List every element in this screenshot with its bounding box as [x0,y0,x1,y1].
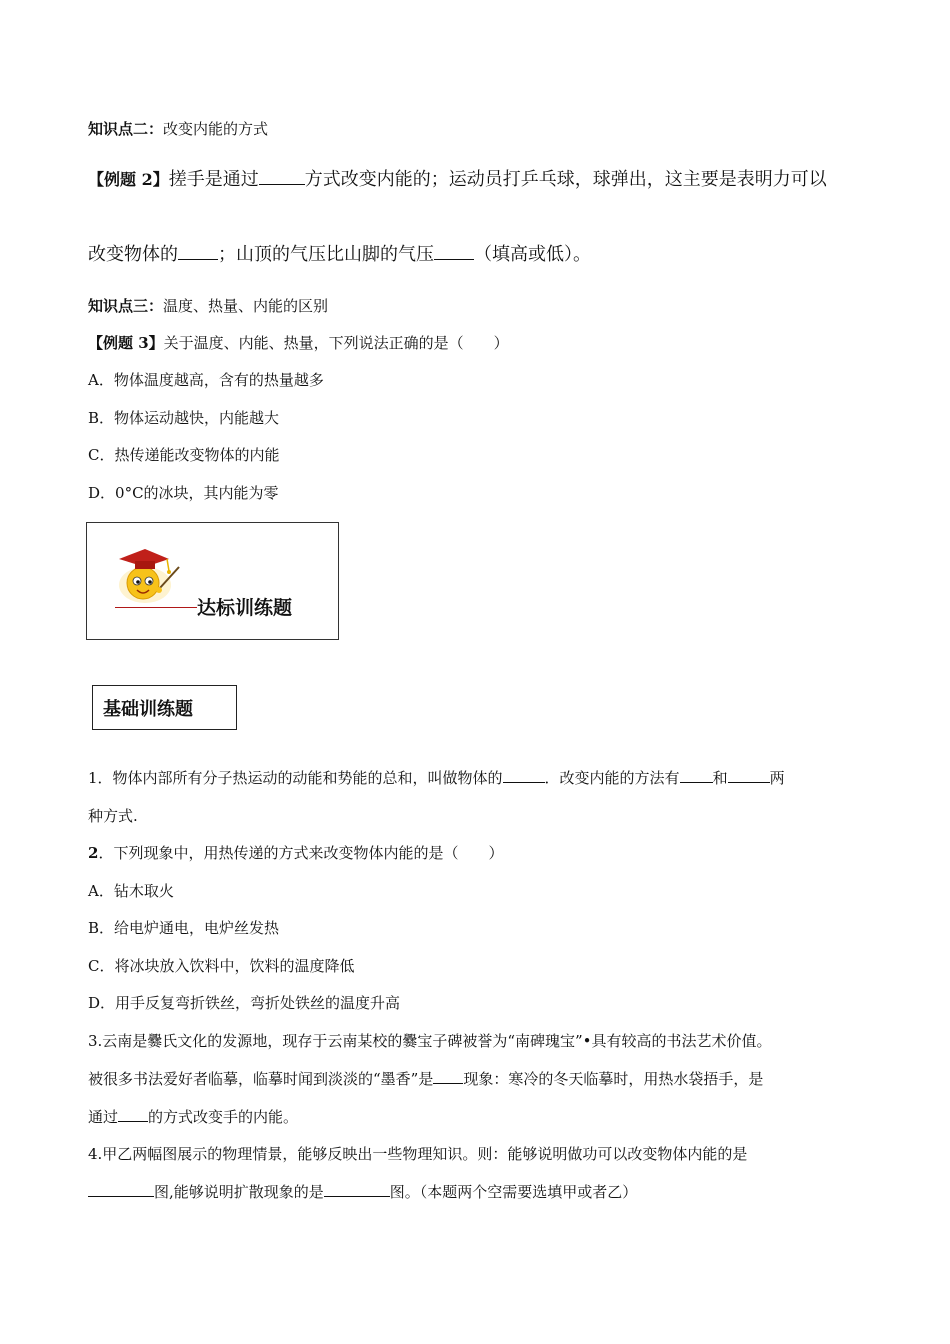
blank[interactable] [434,245,474,260]
banner-divider [115,607,197,608]
example-3-option-a: A．物体温度越高，含有的热量越多 [88,371,324,389]
blank[interactable] [680,768,713,783]
question-3-line-1: 3.云南是爨氏文化的发源地，现存于云南某校的爨宝子碑被誉为“南碑瑰宝”•具有较高的书法艺术价值。 [88,1032,772,1050]
blank[interactable] [88,1182,154,1197]
example-2-text-b: 方式改变内能的；运动员打乒乓球，球弹出，这主要是表明力可以 [304,169,827,190]
blank[interactable] [178,245,218,260]
q3-text-a: 被很多书法爱好者临摹，临摹时闻到淡淡的“墨香”是 [88,1070,434,1088]
q2-number: 2 [88,844,99,862]
example-3-option-c: C．热传递能改变物体的内能 [88,446,280,464]
example-3-stem [88,333,509,353]
example-2-text-e: （填高或低）。 [474,244,591,265]
blank[interactable] [118,1107,148,1122]
blank[interactable] [503,768,545,783]
q1-text-a: 1．物体内部所有分子热运动的动能和势能的总和，叫做物体的 [88,769,503,787]
blank[interactable] [324,1182,390,1197]
kp3-label: 知识点三： [88,297,164,315]
kp3-text: 温度、热量、内能的区别 [163,297,329,315]
question-2-stem [88,843,503,863]
question-2-option-a: A．钻木取火 [88,882,174,900]
graduate-mascot-icon [109,537,189,607]
kp2-text: 改变内能的方式 [163,120,269,138]
example-3-tag: 【例题 3】 [88,334,164,352]
example-2-text-a: 搓手是通过 [168,169,259,190]
q4-text-b: 图。（本题两个空需要选填甲或者乙） [389,1183,638,1201]
knowledge-point-2 [88,119,268,139]
example-2-tag: 【例题 2】 [88,170,169,189]
blank[interactable] [728,768,770,783]
example-3-option-d: D．0°C的冰块，其内能为零 [88,484,279,502]
q3-text-b: 现象：寒冷的冬天临摹时，用热水袋捂手，是 [463,1070,764,1088]
blank[interactable] [433,1069,463,1084]
banner-title: 达标训练题 [197,597,293,619]
knowledge-point-3 [88,296,328,316]
q2-question: ．下列现象中，用热传递的方式来改变物体内能的是（ ） [98,844,504,862]
kp2-label: 知识点二： [88,120,164,138]
example-2-line-2 [88,243,591,267]
question-2-option-b: B．给电炉通电，电炉丝发热 [88,919,280,937]
example-3-question: 关于温度、内能、热量，下列说法正确的是（ ） [163,334,509,352]
question-3-line-2 [88,1069,763,1089]
example-3-option-b: B．物体运动越快，内能越大 [88,409,280,427]
example-2-text-c: 改变物体的 [88,244,178,265]
question-4-line-2 [88,1182,637,1202]
example-2-line-1 [88,168,827,192]
question-4-line-1: 4.甲乙两幅图展示的物理情景，能够反映出一些物理知识。则：能够说明做功可以改变物体内能的是 [88,1145,748,1163]
question-1-line-1 [88,768,785,788]
q1-text-c: 和 [712,769,728,787]
blank[interactable] [259,170,305,185]
q1-text-b: ．改变内能的方法有 [544,769,680,787]
training-banner [86,522,339,640]
section-heading-box [92,685,237,730]
q1-text-d: 两 [769,769,785,787]
q4-text-a: 图,能够说明扩散现象的是 [154,1183,324,1201]
q3-text-d: 的方式改变手的内能。 [148,1108,299,1126]
question-2-option-d: D．用手反复弯折铁丝，弯折处铁丝的温度升高 [88,994,401,1012]
question-2-option-c: C．将冰块放入饮料中，饮料的温度降低 [88,957,355,975]
q3-text-c: 通过 [88,1108,119,1126]
question-3-line-3 [88,1107,298,1127]
example-2-text-d: ；山顶的气压比山脚的气压 [218,244,434,265]
question-1-line-2: 种方式. [88,807,138,825]
section-title: 基础训练题 [103,699,193,720]
